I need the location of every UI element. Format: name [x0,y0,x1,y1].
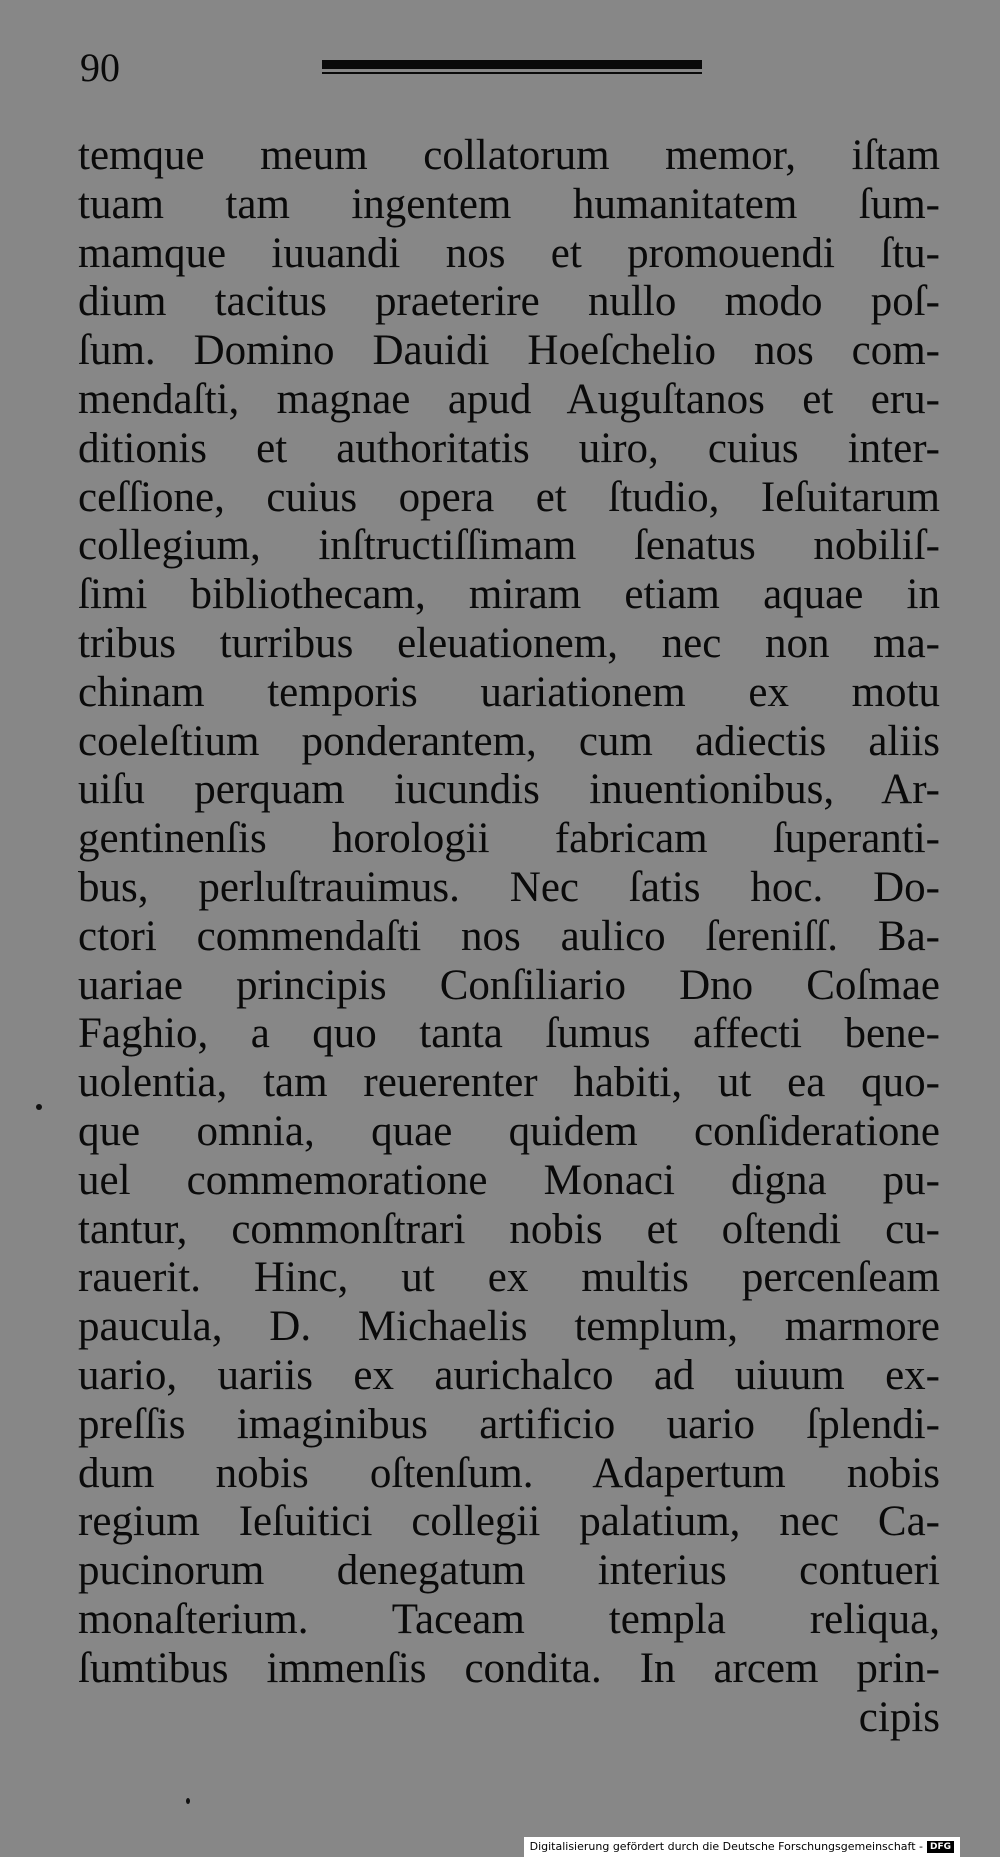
text-line: dium tacitus praeterire nullo modo poſ- [78,278,940,326]
text-line: dum nobis oſtenſum. Adapertum nobis [78,1449,940,1497]
text-line: monaſterium. Taceam templa reliqua, [78,1595,940,1643]
text-line: uariae principis Conſiliario Dno Coſmae [78,961,940,1009]
text-line: tribus turribus eleuationem, nec non ma- [78,619,940,667]
text-line: preſſis imaginibus artificio uario ſplendi- [78,1400,940,1448]
text-line: ctori commendaſti nos aulico ſereniſſ. Ba- [78,912,940,960]
text-line: uario, uariis ex aurichalco ad uiuum ex- [78,1351,940,1399]
text-line: uel commemoratione Monaci digna pu- [78,1156,940,1204]
speck [36,1104,42,1110]
text-line: mamque iuuandi nos et promouendi ſtu- [78,229,940,277]
header-rule-thick [322,60,702,69]
speck [186,1798,190,1804]
text-line: ſumtibus immenſis condita. In arcem prin- [78,1644,940,1692]
text-line: tantur, commonſtrari nobis et oſtendi cu- [78,1205,940,1253]
text-line: uiſu perquam iucundis inuentionibus, Ar- [78,766,940,814]
text-line: ditionis et authoritatis uiro, cuius inter- [78,424,940,472]
text-line: mendaſti, magnae apud Auguſtanos et eru- [78,375,940,423]
text-line: coeleſtium ponderantem, cum adiectis aliis [78,717,940,765]
page-number: 90 [80,45,120,90]
text-line: tuam tam ingentem humanitatem ſum- [78,180,940,228]
footer-text: Digitalisierung gefördert durch die Deutsche Forschungsgemeinschaft - [529,1840,923,1853]
text-line: paucula, D. Michaelis templum, marmore [78,1303,940,1351]
text-line: temque meum collatorum memor, iſtam [78,132,940,179]
text-line: chinam temporis uariationem ex motu [78,668,940,716]
header-ornament-rule [322,58,702,76]
header-rule-thin [322,72,702,74]
text-line: pucinorum denegatum interius contueri [78,1547,940,1595]
text-line: ſimi bibliothecam, miram etiam aquae in [78,571,940,619]
text-line: ceſſione, cuius opera et ſtudio, Ieſuitarum [78,473,940,521]
text-line: rauerit. Hinc, ut ex multis percenſeam [78,1254,940,1302]
body-text [78,132,940,1742]
text-line: ſum. Domino Dauidi Hoeſchelio nos com- [78,327,940,375]
dfg-logo: DFG [927,1841,954,1853]
catchword: cipis [858,1693,940,1741]
text-line: Faghio, a quo tanta ſumus affecti bene- [78,1010,940,1058]
text-line: que omnia, quae quidem conſideratione [78,1107,940,1155]
text-line: bus, perluſtrauimus. Nec ſatis hoc. Do- [78,863,940,911]
text-line: regium Ieſuitici collegii palatium, nec Ca- [78,1498,940,1546]
digitization-footer [524,1837,960,1857]
text-line: collegium, inſtructiſſimam ſenatus nobiliſ- [78,522,940,570]
text-line: gentinenſis horologii fabricam ſuperanti- [78,815,940,863]
text-line: uolentia, tam reuerenter habiti, ut ea quo- [78,1059,940,1107]
